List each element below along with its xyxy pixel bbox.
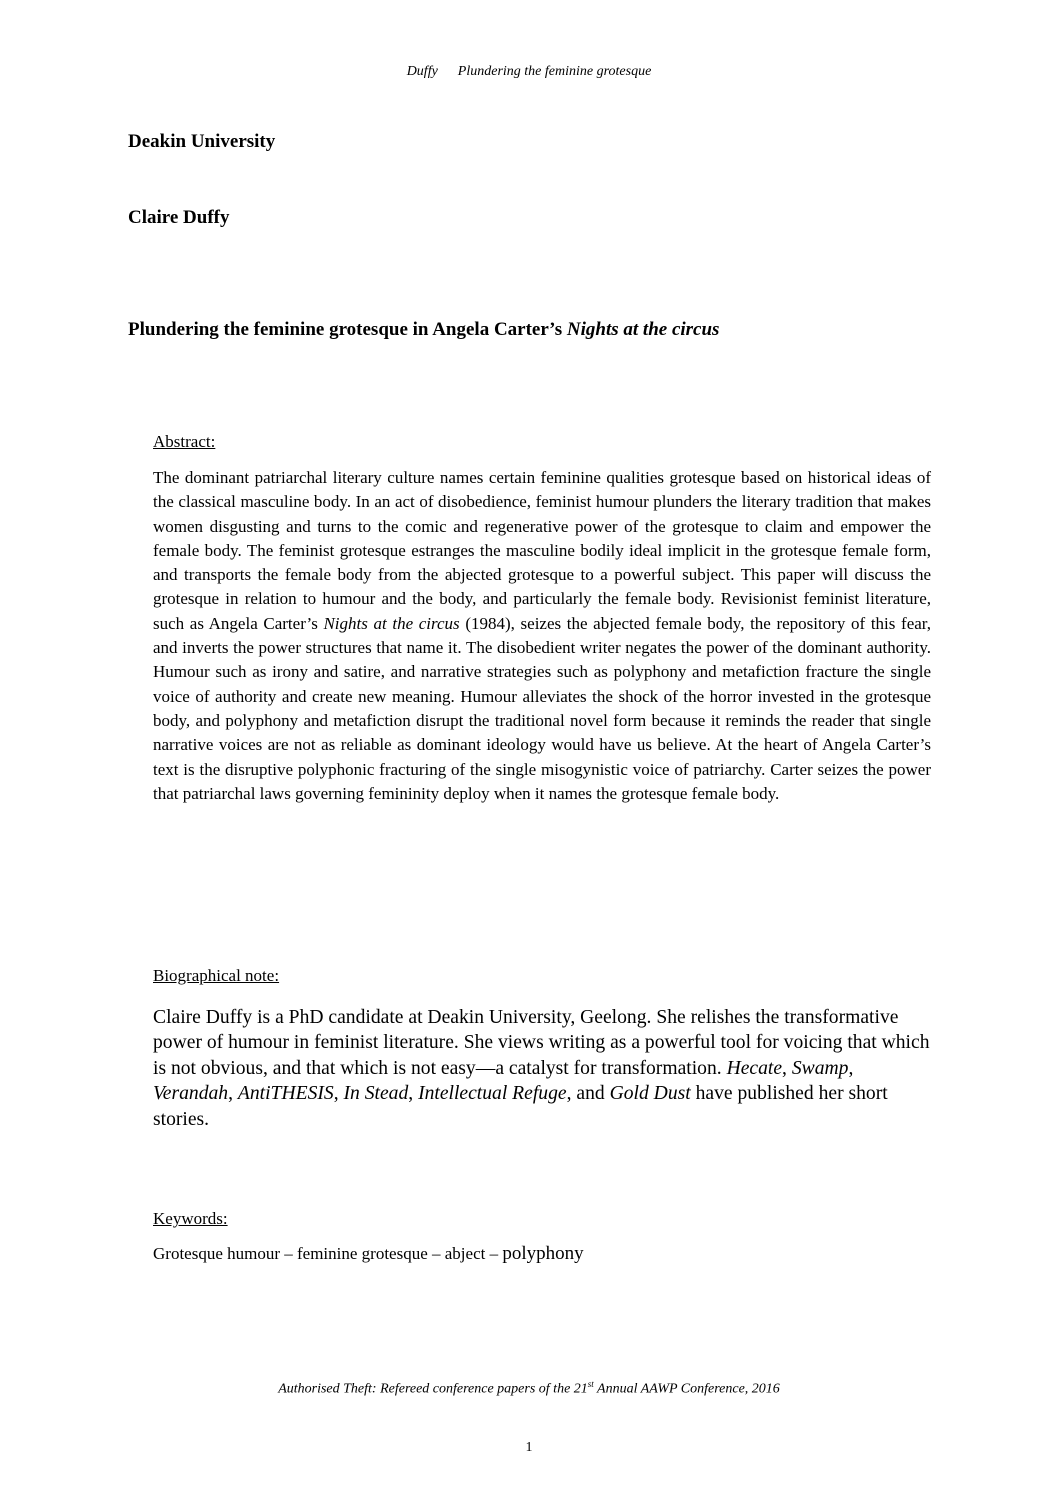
bio-publication: In Stead [343, 1083, 409, 1105]
institution: Deakin University [128, 131, 276, 152]
abstract-book-title: Nights at the circus [323, 613, 460, 633]
paper-title-book: Nights at the circus [566, 319, 720, 340]
bio-publication: Swamp [791, 1057, 849, 1079]
keywords-text [153, 1243, 584, 1265]
page-footer [0, 1379, 1058, 1398]
bio-separator: , [848, 1057, 854, 1079]
bio-publication: Hecate [726, 1057, 783, 1079]
bio-text-part-1: Claire Duffy is a PhD candidate at Deakin University, Geelong. She relishes the transformative power of humour in feminist literature. She views writing as a powerful tool for voicing that which is not obvious, and that which is not easy—a catalyst for transformation. [153, 1007, 930, 1079]
bio-separator: , [228, 1083, 238, 1105]
keywords-last: polyphony [502, 1243, 584, 1264]
paper-title [128, 319, 719, 341]
bio-heading: Biographical note: [153, 966, 280, 985]
abstract-text-part-1: The dominant patriarchal literary culture names certain feminine qualities grotesque based on historical ideas of the classical masculine body. In an act of disobedience, feminist humour plunders the literary tradition that makes women disgusting and turns to the comic and regenerative power of the grotesque to claim and empower the female body. The feminist grotesque estranges the masculine bodily ideal implicit in the grotesque female form, and transports the female body from the abjected grotesque to a powerful subject. This paper will discuss the grotesque in relation to humour and the body, and particularly the female body. Revisionist feminist literature, such as Angela Carter’s [153, 468, 931, 633]
abstract-heading: Abstract: [153, 432, 216, 451]
footer-superscript: st [587, 1379, 594, 1389]
bio-publication: Intellectual Refuge [418, 1083, 567, 1105]
abstract-text [153, 466, 931, 806]
keywords-list: Grotesque humour – feminine grotesque – abject – [153, 1244, 503, 1263]
abstract-text-part-2: (1984), seizes the abjected female body, the repository of this fear, and inverts the power structures that name it. The disobedient writer negates the power of the dominant authority. Humour such as irony and satire, and narrative strategies such as polyphony and metafiction fracture the single voice of authority and create new meaning. Humour alleviates the shock of the horror invested in the grotesque body, and polyphony and metafiction disrupt the traditional novel form because it reminds the reader that single narrative voices are not as reliable as dominant ideology would have us believe. At the heart of Angela Carter’s text is the disruptive polyphonic fracturing of the single misogynistic voice of patriarchy. Carter seizes the power that patriarchal laws governing femininity deploy when it names the grotesque female body. [153, 613, 932, 803]
running-header-title: Plundering the feminine grotesque [457, 64, 652, 79]
keywords-heading: Keywords: [153, 1209, 228, 1228]
page-number: 1 [525, 1440, 533, 1455]
bio-publication: Verandah [153, 1083, 229, 1105]
running-header-author: Duffy [406, 64, 438, 79]
bio-separator: , and [566, 1083, 610, 1105]
paper-title-main: Plundering the feminine grotesque in Angela Carter’s [128, 319, 567, 340]
bio-publication: AntiTHESIS [237, 1083, 334, 1105]
bio-separator: , [333, 1083, 344, 1105]
bio-text [153, 1005, 933, 1132]
bio-publication: Gold Dust [609, 1083, 691, 1105]
footer-text-part-2: Annual AAWP Conference, 2016 [593, 1381, 780, 1397]
bio-separator: , [408, 1083, 419, 1105]
bio-separator: , [782, 1057, 792, 1079]
bio-text-part-2: have published her short stories. [153, 1083, 888, 1130]
running-header [0, 64, 1058, 80]
author-name: Claire Duffy [128, 207, 230, 228]
footer-text-part-1: Authorised Theft: Refereed conference papers of the 21 [278, 1381, 588, 1397]
